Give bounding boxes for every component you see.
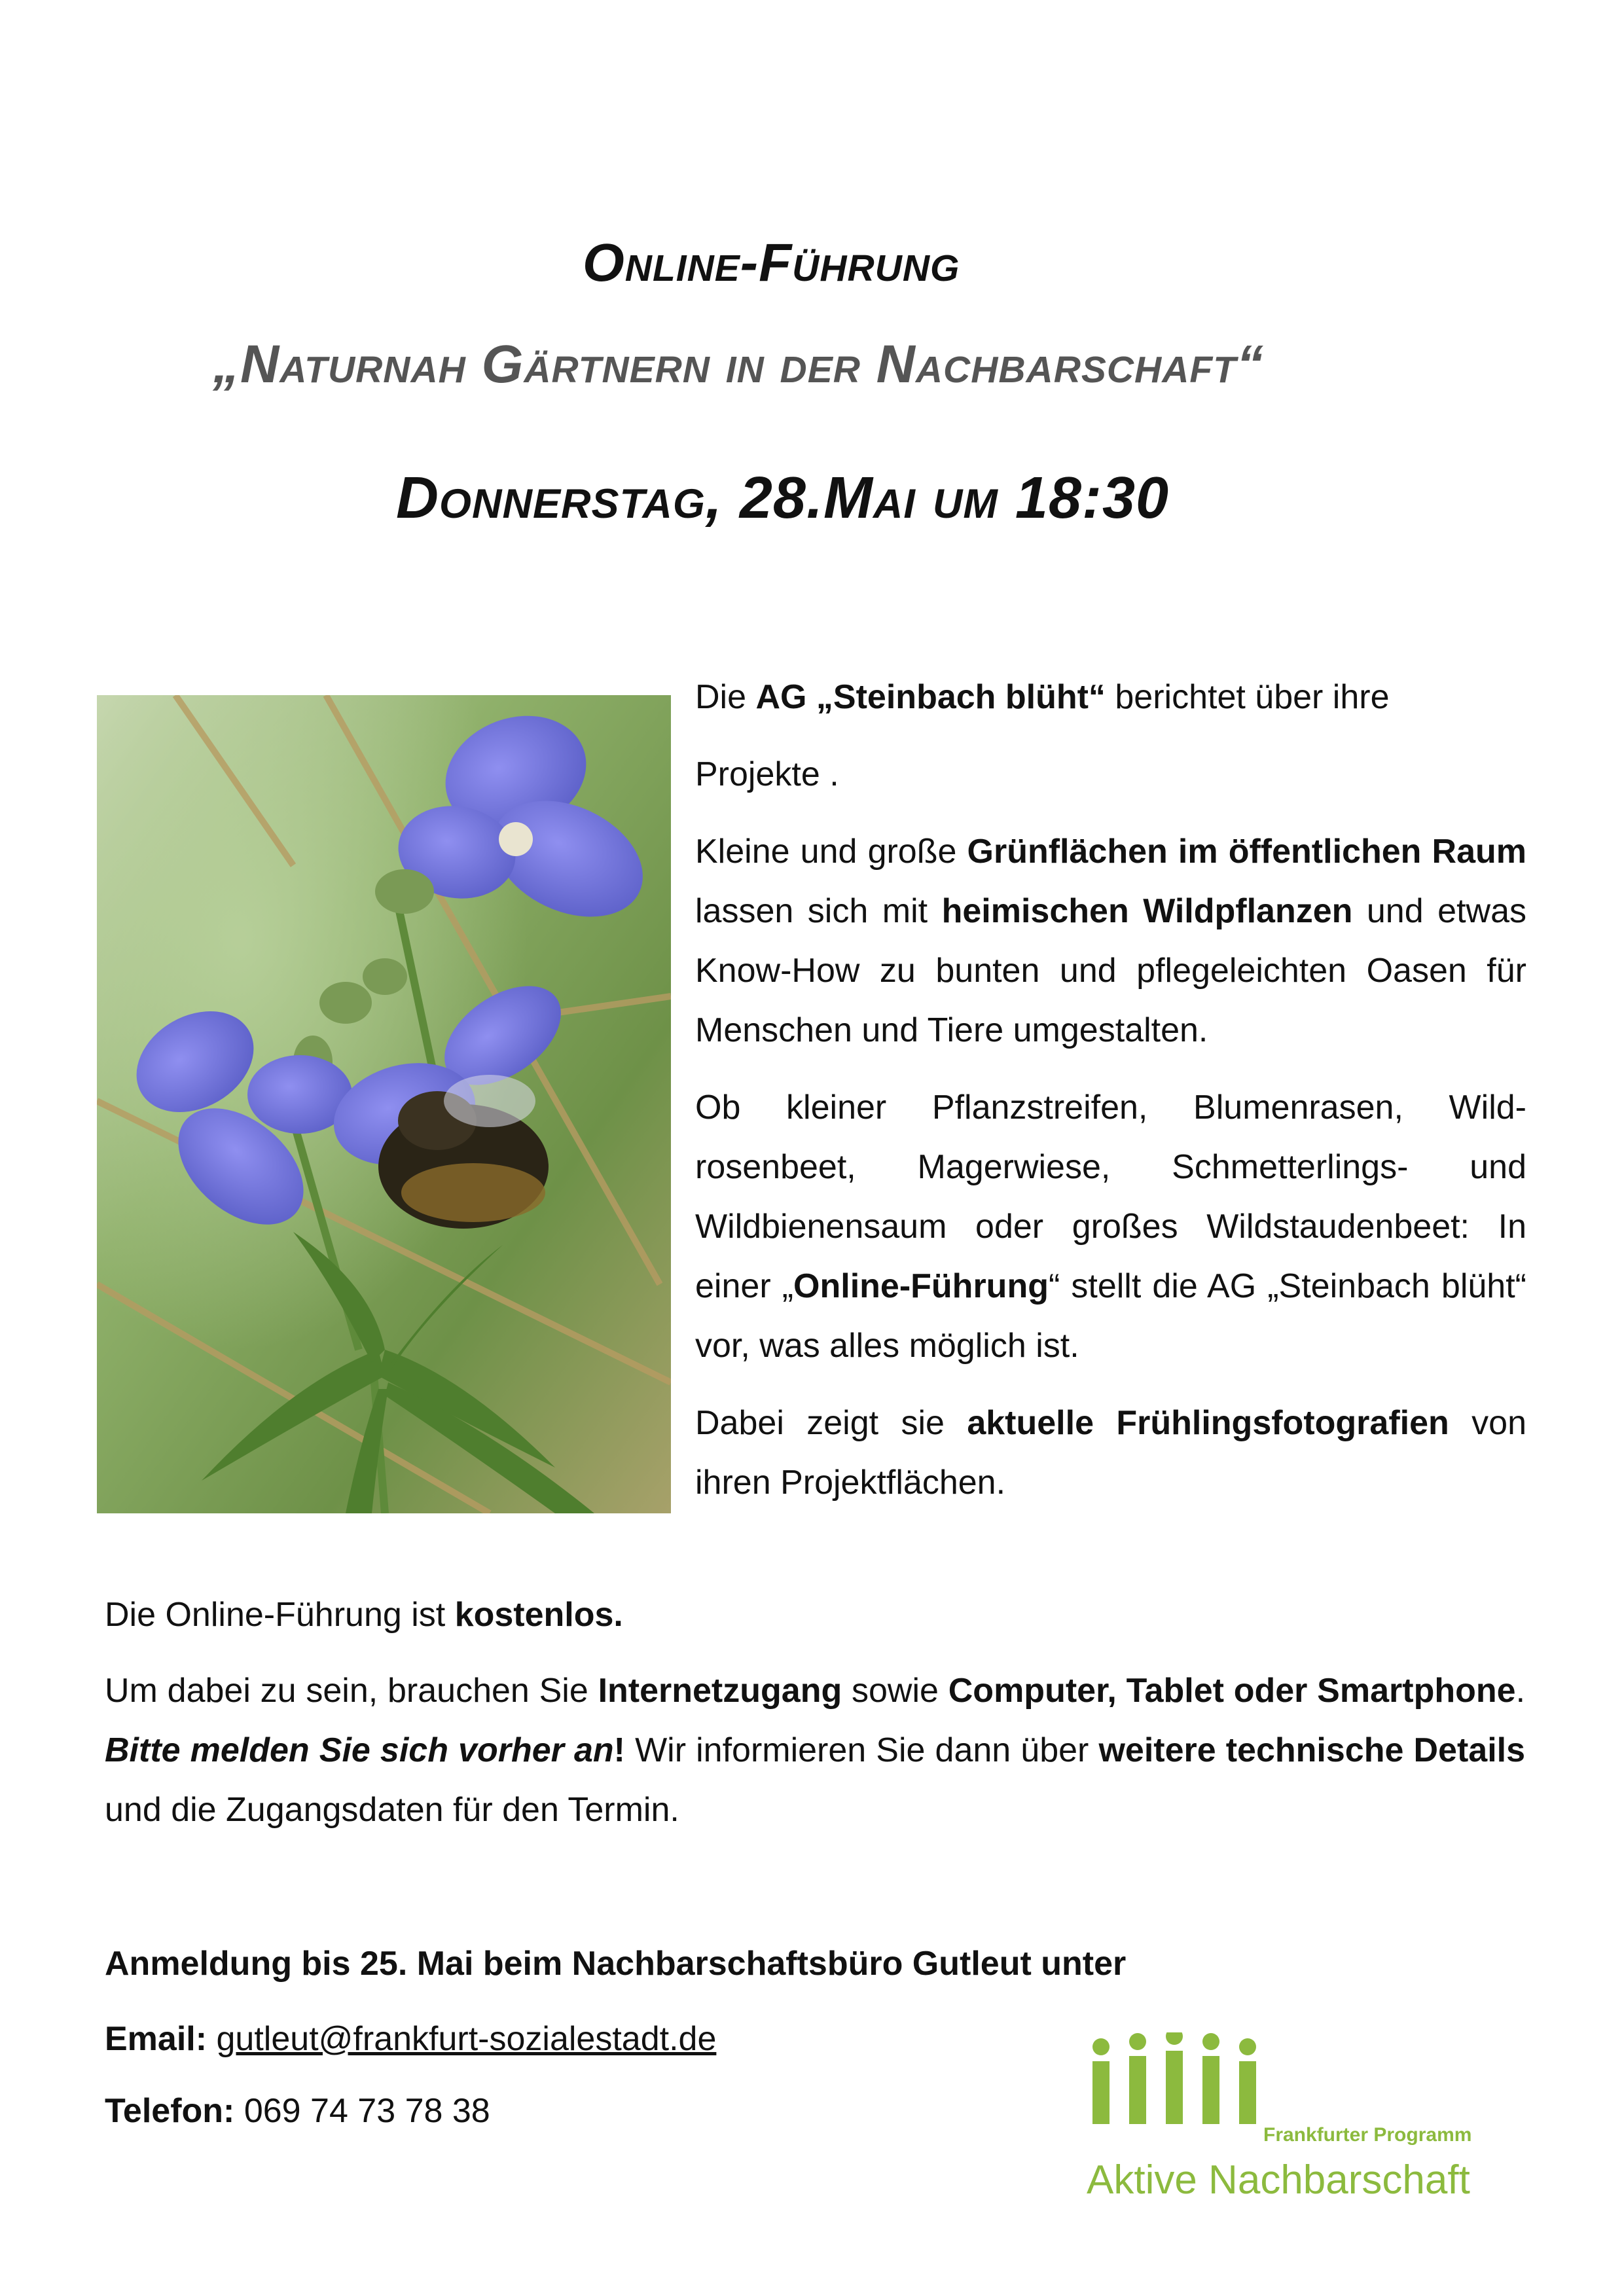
email-label: Email: bbox=[105, 2020, 208, 2058]
intro-paragraph-5: Dabei zeigt sie aktuelle Frühlingsfotografien von ihren Projektflächen. bbox=[695, 1404, 1526, 1502]
people-figures-icon bbox=[1087, 2032, 1506, 2131]
logo-title: Aktive Nachbarschaft bbox=[1087, 2157, 1470, 2203]
intro-paragraph-2: Projekte . bbox=[695, 755, 839, 793]
intro-paragraph-3: Kleine und große Grünflächen im öffentlichen Raum lassen sich mit heimischen Wildpflanzen und etwas Know-How zu bunten und pflegeleichten Oasen für Menschen und Tiere umgestalten. bbox=[695, 833, 1526, 1049]
heading-online-fuehrung: Online-Führung bbox=[583, 233, 960, 293]
flower-bee-photo bbox=[97, 695, 671, 1513]
heading-event-title: „Naturnah Gärtnern in der Nachbarschaft“ bbox=[213, 334, 1265, 394]
access-requirements: Um dabei zu sein, brauchen Sie Internetzugang sowie Computer, Tablet oder Smartphone. Bitte melden Sie sich vorher an! Wir informieren Sie dann über weitere technische Details und die Zugangsdaten für den Termin. bbox=[105, 1672, 1526, 1829]
intro-paragraph-1: Die AG „Steinbach blüht“ berichtet über ihre bbox=[695, 678, 1390, 716]
logo-program-name: Frankfurter Programm bbox=[1263, 2124, 1472, 2146]
registration-note: Anmeldung bis 25. Mai beim Nachbarschaftsbüro Gutleut unter bbox=[105, 1945, 1127, 1983]
cost-note: Die Online-Führung ist kostenlos. bbox=[105, 1596, 623, 1634]
intro-paragraph-4: Ob kleiner Pflanzstreifen, Blumenrasen, Wildrosenbeet, Magerwiese, Schmetterlings- und Wildbienensaum oder großes Wildstaudenbeet: In einer „Online-Führung“ stellt die AG „Steinbach blüht“ vor, was alles möglich ist. bbox=[695, 1089, 1526, 1365]
intro-text-column bbox=[695, 668, 1526, 1530]
aktive-nachbarschaft-logo bbox=[1087, 2032, 1506, 2203]
heading-event-date: Donnerstag, 28.Mai um 18:30 bbox=[396, 465, 1170, 531]
phone-label: Telefon: bbox=[105, 2092, 235, 2130]
email-link[interactable]: gutleut@frankfurt-sozialestadt.de bbox=[216, 2020, 717, 2058]
phone-number: 069 74 73 78 38 bbox=[244, 2092, 490, 2130]
